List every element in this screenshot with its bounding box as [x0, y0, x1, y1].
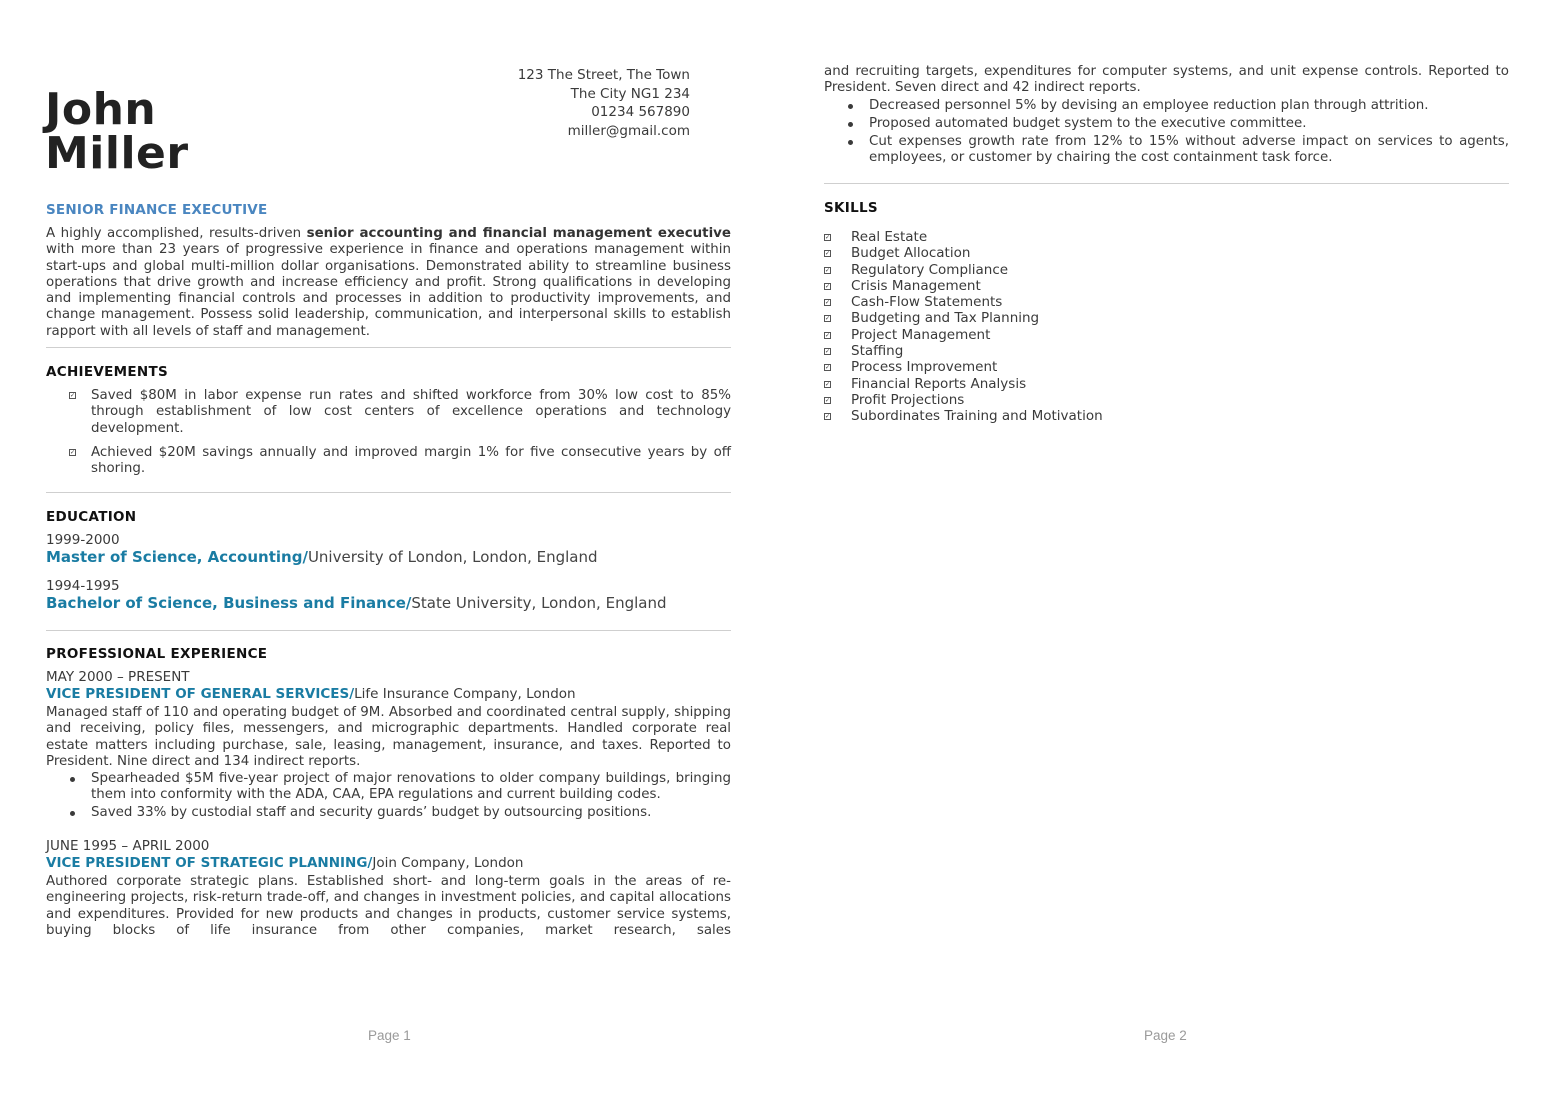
school-name: State University, London, England	[411, 594, 667, 612]
skill-text: Financial Reports Analysis	[851, 375, 1027, 392]
checkbox-icon: ✓	[825, 282, 831, 290]
first-name: John	[45, 84, 157, 135]
job-entry	[46, 838, 731, 939]
contact-details	[518, 66, 690, 140]
checkbox-icon: ✓	[825, 299, 831, 307]
page-1	[0, 0, 777, 1100]
job-bullet	[824, 134, 1509, 167]
education-section	[46, 532, 731, 612]
skill-text: Profit Projections	[851, 391, 965, 408]
education-heading: EDUCATION	[46, 509, 137, 525]
job-role: VICE PRESIDENT OF GENERAL SERVICES/	[46, 686, 355, 702]
experience-heading: PROFESSIONAL EXPERIENCE	[46, 646, 268, 662]
job-bullet-text: Proposed automated budget system to the executive committee.	[869, 115, 1307, 131]
divider	[46, 630, 731, 631]
skill-item	[824, 278, 1509, 294]
skills-section	[824, 229, 1509, 425]
achievement-text: Saved $80M in labor expense run rates and shifted workforce from 30% low cost to 85% through establishment of low cost centers of excellence operations and technology development.	[91, 388, 731, 436]
education-entry	[46, 578, 731, 612]
job-bullets	[46, 771, 731, 821]
checkbox-icon: ✓	[825, 364, 831, 372]
job-company: Life Insurance Company, London	[354, 686, 576, 702]
bullet-dot-icon	[848, 140, 853, 145]
education-years: 1999-2000	[46, 532, 120, 548]
skill-text: Regulatory Compliance	[851, 261, 1009, 278]
skill-text: Real Estate	[851, 229, 928, 245]
job-description: Managed staff of 110 and operating budget of 9M. Absorbed and coordinated central supply, shipping and receiving, policy files, messengers, and micrographic departments. Handled corporate real estate matters including purchase, sale, leasing, management, insurance, and taxes. Reported to President. Nine direct and 134 indirect reports.	[46, 705, 731, 769]
job-bullet	[824, 116, 1509, 132]
checkbox-icon: ✓	[825, 315, 831, 323]
checkbox-icon: ✓	[70, 448, 76, 456]
achievement-item	[46, 388, 731, 437]
candidate-name	[45, 84, 189, 179]
job-description: Authored corporate strategic plans. Established short- and long-term goals in the areas of re-engineering projects, risk-return trade-off, and changes in investment policies, and capital allocations and expenditures. Provided for new products and changes in products, customer service systems, buying blocks of life insurance from other companies, market research, sales	[46, 874, 731, 938]
skill-item	[824, 294, 1509, 310]
summary-section	[46, 202, 731, 340]
checkbox-icon: ✓	[825, 250, 831, 258]
skill-text: Budget Allocation	[851, 245, 971, 262]
skill-item	[824, 262, 1509, 278]
job-dates: MAY 2000 – PRESENT	[46, 669, 190, 685]
degree-name: Master of Science, Accounting/	[46, 548, 308, 566]
skill-text: Crisis Management	[851, 277, 981, 294]
bullet-dot-icon	[70, 811, 75, 816]
experience-section	[46, 669, 731, 939]
job-bullet	[46, 771, 731, 804]
achievements-section	[46, 388, 731, 477]
job-entry	[46, 669, 731, 821]
skill-item	[824, 343, 1509, 359]
experience-continued	[824, 64, 1509, 167]
checkbox-icon: ✓	[825, 413, 831, 421]
skills-list	[824, 229, 1509, 425]
target-job-title: SENIOR FINANCE EXECUTIVE	[46, 202, 268, 218]
checkbox-icon: ✓	[825, 380, 831, 388]
achievements-list	[46, 388, 731, 477]
job-title-line	[46, 855, 731, 872]
divider	[824, 183, 1509, 184]
job-bullets	[824, 98, 1509, 167]
checkbox-icon: ✓	[825, 331, 831, 339]
skills-heading: SKILLS	[824, 200, 878, 216]
job-description-continued: and recruiting targets, expenditures for computer systems, and unit expense controls. Reported to President. Seven direct and 42 indirect reports.	[824, 64, 1509, 96]
education-line	[46, 594, 731, 612]
checkbox-icon: ✓	[825, 348, 831, 356]
job-bullet-text: Saved 33% by custodial staff and security guards’ budget by outsourcing positions.	[91, 804, 652, 820]
skill-text: Process Improvement	[851, 359, 998, 376]
achievement-item	[46, 445, 731, 478]
summary-body: with more than 23 years of progressive experience in finance and operations management within start-ups and global multi-million dollar organisations. Demonstrated ability to streamline business operations that drive growth and increase efficiency and profit. Strong qualifications in developing and implementing financial controls and processes in addition to productivity improvements, and change management. Possess solid leadership, communication, and interpersonal skills to establish rapport with all levels of staff and management.	[46, 242, 731, 339]
email-address[interactable]: miller@gmail.com	[567, 122, 690, 139]
skill-item	[824, 229, 1509, 245]
skill-text: Project Management	[851, 326, 991, 343]
job-role: VICE PRESIDENT OF STRATEGIC PLANNING/	[46, 855, 373, 872]
divider	[46, 347, 731, 348]
page-number: Page 2	[1144, 1028, 1187, 1043]
bullet-dot-icon	[70, 777, 75, 782]
job-bullet-text: Cut expenses growth rate from 12% to 15% without adverse impact on services to agents, employees, or customer by chairing the cost containment task force.	[869, 134, 1509, 166]
summary-highlight: senior accounting and financial management executive	[306, 226, 731, 241]
job-bullet	[824, 98, 1509, 114]
job-title-line	[46, 686, 731, 703]
education-years: 1994-1995	[46, 578, 120, 594]
skill-text: Staffing	[851, 343, 904, 360]
page-2	[777, 0, 1555, 1100]
skill-item	[824, 310, 1509, 326]
address-line-2: The City NG1 234	[570, 85, 690, 102]
phone-number: 01234 567890	[591, 104, 690, 121]
divider	[46, 492, 731, 493]
job-bullet-text: Decreased personnel 5% by devising an employee reduction plan through attrition.	[869, 97, 1429, 113]
job-company: Join Company, London	[372, 855, 524, 872]
education-entry	[46, 532, 731, 566]
achievements-heading: ACHIEVEMENTS	[46, 364, 169, 380]
achievement-text: Achieved $20M savings annually and improved margin 1% for five consecutive years by off shoring.	[91, 444, 731, 477]
school-name: University of London, London, England	[307, 548, 598, 566]
checkbox-icon: ✓	[825, 396, 831, 404]
checkbox-icon: ✓	[825, 266, 831, 274]
job-bullet	[46, 805, 731, 821]
skill-text: Subordinates Training and Motivation	[851, 408, 1103, 425]
last-name: Miller	[45, 128, 189, 179]
job-dates: JUNE 1995 – APRIL 2000	[46, 838, 210, 855]
bullet-dot-icon	[848, 122, 853, 127]
checkbox-icon: ✓	[825, 234, 831, 241]
skill-item	[824, 359, 1509, 375]
checkbox-icon: ✓	[70, 392, 76, 399]
skill-text: Budgeting and Tax Planning	[851, 310, 1040, 327]
skill-item	[824, 327, 1509, 343]
degree-name: Bachelor of Science, Business and Finance/	[46, 594, 412, 612]
skill-text: Cash-Flow Statements	[851, 294, 1003, 311]
skill-item	[824, 408, 1509, 424]
skill-item	[824, 392, 1509, 408]
skill-item	[824, 376, 1509, 392]
page-number: Page 1	[368, 1028, 411, 1043]
job-bullet-text: Spearheaded $5M five-year project of major renovations to older company buildings, bringing them into conformity with the ADA, CAA, EPA regulations and current building codes.	[91, 771, 731, 803]
summary-paragraph	[46, 226, 731, 340]
education-line	[46, 548, 731, 566]
bullet-dot-icon	[848, 104, 853, 109]
summary-intro: A highly accomplished, results-driven	[46, 226, 307, 241]
address-line-1: 123 The Street, The Town	[517, 67, 690, 83]
skill-item	[824, 245, 1509, 261]
